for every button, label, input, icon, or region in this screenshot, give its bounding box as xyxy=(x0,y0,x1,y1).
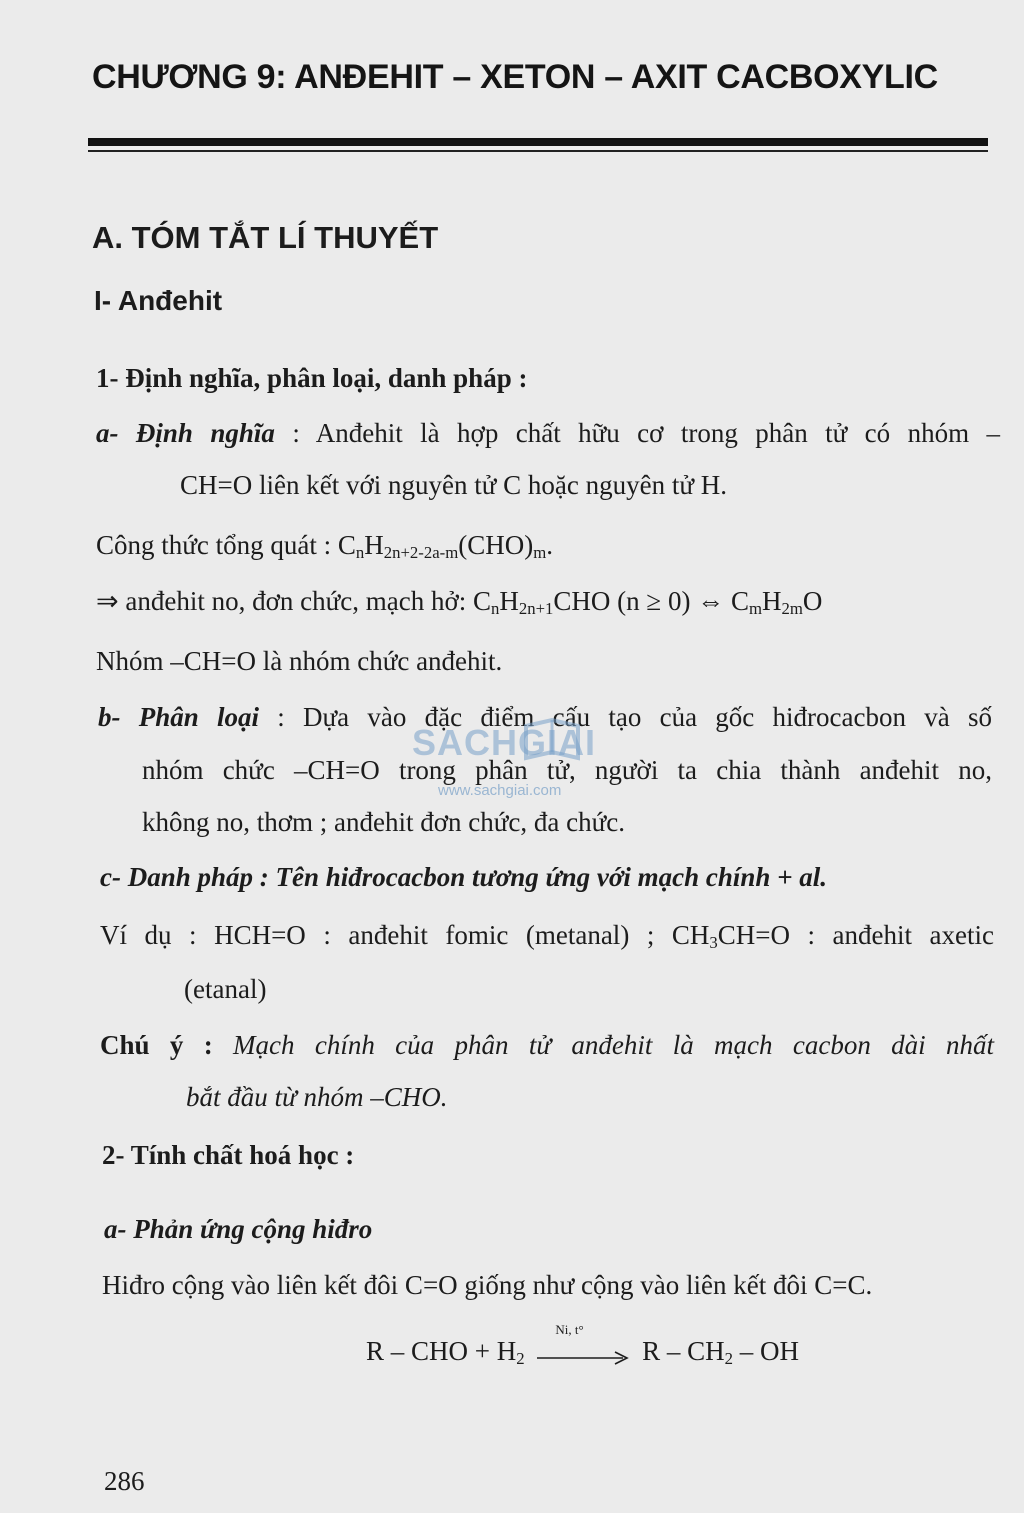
classification-line-2: nhóm chức –CH=O trong phân tử, người ta chia thành anđehit no, xyxy=(142,755,992,785)
classification-text-1: : Dựa vào đặc điểm cấu tạo của gốc hiđrocacbon và số xyxy=(277,702,992,732)
note-text-1: Mạch chính của phân tử anđehit là mạch cacbon dài nhất xyxy=(233,1030,995,1060)
watermark-brand: SACHGIAI xyxy=(412,722,597,763)
classification-label: b- Phân loại xyxy=(98,702,260,732)
equation-rhs-a: R – CH xyxy=(642,1336,725,1366)
saturated-sub-h: 2n+1 xyxy=(518,599,554,619)
formula-cho: (CHO) xyxy=(458,530,534,560)
equation-rhs-sub: 2 xyxy=(724,1349,734,1369)
subheading-hydrogen-addition: a- Phản ứng cộng hiđro xyxy=(104,1214,373,1244)
saturated-sub-n: n xyxy=(490,599,500,619)
watermark xyxy=(410,712,630,802)
definition-text-1: : Anđehit là hợp chất hữu cơ trong phân tử có nhóm – xyxy=(292,418,1000,448)
formula-h: H xyxy=(364,530,384,560)
naming-line xyxy=(100,862,827,893)
example-line-1 xyxy=(100,920,994,951)
definition-label: a- Định nghĩa xyxy=(96,418,275,448)
definition-line-1 xyxy=(96,418,1000,449)
section-a-heading: A. TÓM TẮT LÍ THUYẾT xyxy=(92,220,439,255)
equation-lhs: R – CHO + H xyxy=(366,1336,517,1366)
section-i-heading: I- Anđehit xyxy=(94,285,223,316)
page-number: 286 xyxy=(104,1466,145,1496)
definition-line-2: CH=O liên kết với nguyên tử C hoặc nguyên tử H. xyxy=(180,470,727,500)
general-formula-prefix: Công thức tổng quát : C xyxy=(96,530,356,560)
title-rule-thin xyxy=(88,150,988,152)
naming-text: : Tên hiđrocacbon tương ứng với mạch chính + al. xyxy=(259,862,828,892)
saturated-sub-2m: 2m xyxy=(781,599,803,619)
equation-lhs-sub: 2 xyxy=(516,1349,525,1369)
right-arrow-icon xyxy=(537,1348,629,1368)
formula-sub-n: n xyxy=(355,543,365,563)
saturated-aldehyde-formula xyxy=(96,586,822,617)
hydrogen-addition-description: Hiđro cộng vào liên kết đôi C=O giống như cộng vào liên kết đôi C=C. xyxy=(102,1270,873,1300)
formula-sub-m: m xyxy=(533,543,547,563)
example-sub-3: 3 xyxy=(709,933,718,953)
functional-group-text: Nhóm –CH=O là nhóm chức anđehit. xyxy=(96,646,503,676)
book-logo-icon xyxy=(522,714,582,764)
general-formula xyxy=(96,530,553,561)
note-line-1 xyxy=(100,1030,994,1061)
reaction-arrow xyxy=(537,1321,629,1364)
example-1a: Ví dụ : HCH=O : anđehit fomic (metanal) ; CH xyxy=(100,920,710,950)
formula-sub-h: 2n+2-2a-m xyxy=(383,543,459,563)
heading-definition-classification: 1- Định nghĩa, phân loại, danh pháp : xyxy=(96,363,528,393)
note-line-2: bắt đầu từ nhóm –CHO. xyxy=(186,1082,448,1112)
chapter-title: CHƯƠNG 9: ANĐEHIT – XETON – AXIT CACBOXYLIC xyxy=(92,58,938,96)
formula-end: . xyxy=(546,530,554,560)
classification-line-3: không no, thơm ; anđehit đơn chức, đa chức. xyxy=(142,807,625,837)
example-1b: CH=O : anđehit axetic xyxy=(717,920,994,950)
saturated-o: O xyxy=(802,586,823,616)
note-label: Chú ý : xyxy=(100,1030,213,1060)
hydrogenation-equation xyxy=(366,1321,800,1369)
title-rule-thick xyxy=(88,138,988,146)
implies-arrow: ⇒ xyxy=(96,586,119,616)
heading-chemical-properties: 2- Tính chất hoá học : xyxy=(102,1140,355,1170)
example-line-2: (etanal) xyxy=(184,974,267,1004)
saturated-text: anđehit no, đơn chức, mạch hở: C xyxy=(118,586,491,616)
saturated-sub-m: m xyxy=(748,599,763,619)
equation-rhs-b: – OH xyxy=(733,1336,800,1366)
naming-label: c- Danh pháp xyxy=(100,862,254,892)
saturated-cho: CHO (n ≥ 0) ⇔ C xyxy=(553,586,749,616)
saturated-h: H xyxy=(499,586,519,616)
reaction-condition: Ni, t° xyxy=(555,1321,584,1337)
saturated-h2: H xyxy=(762,586,782,616)
watermark-url: www.sachgiai.com xyxy=(438,782,562,799)
